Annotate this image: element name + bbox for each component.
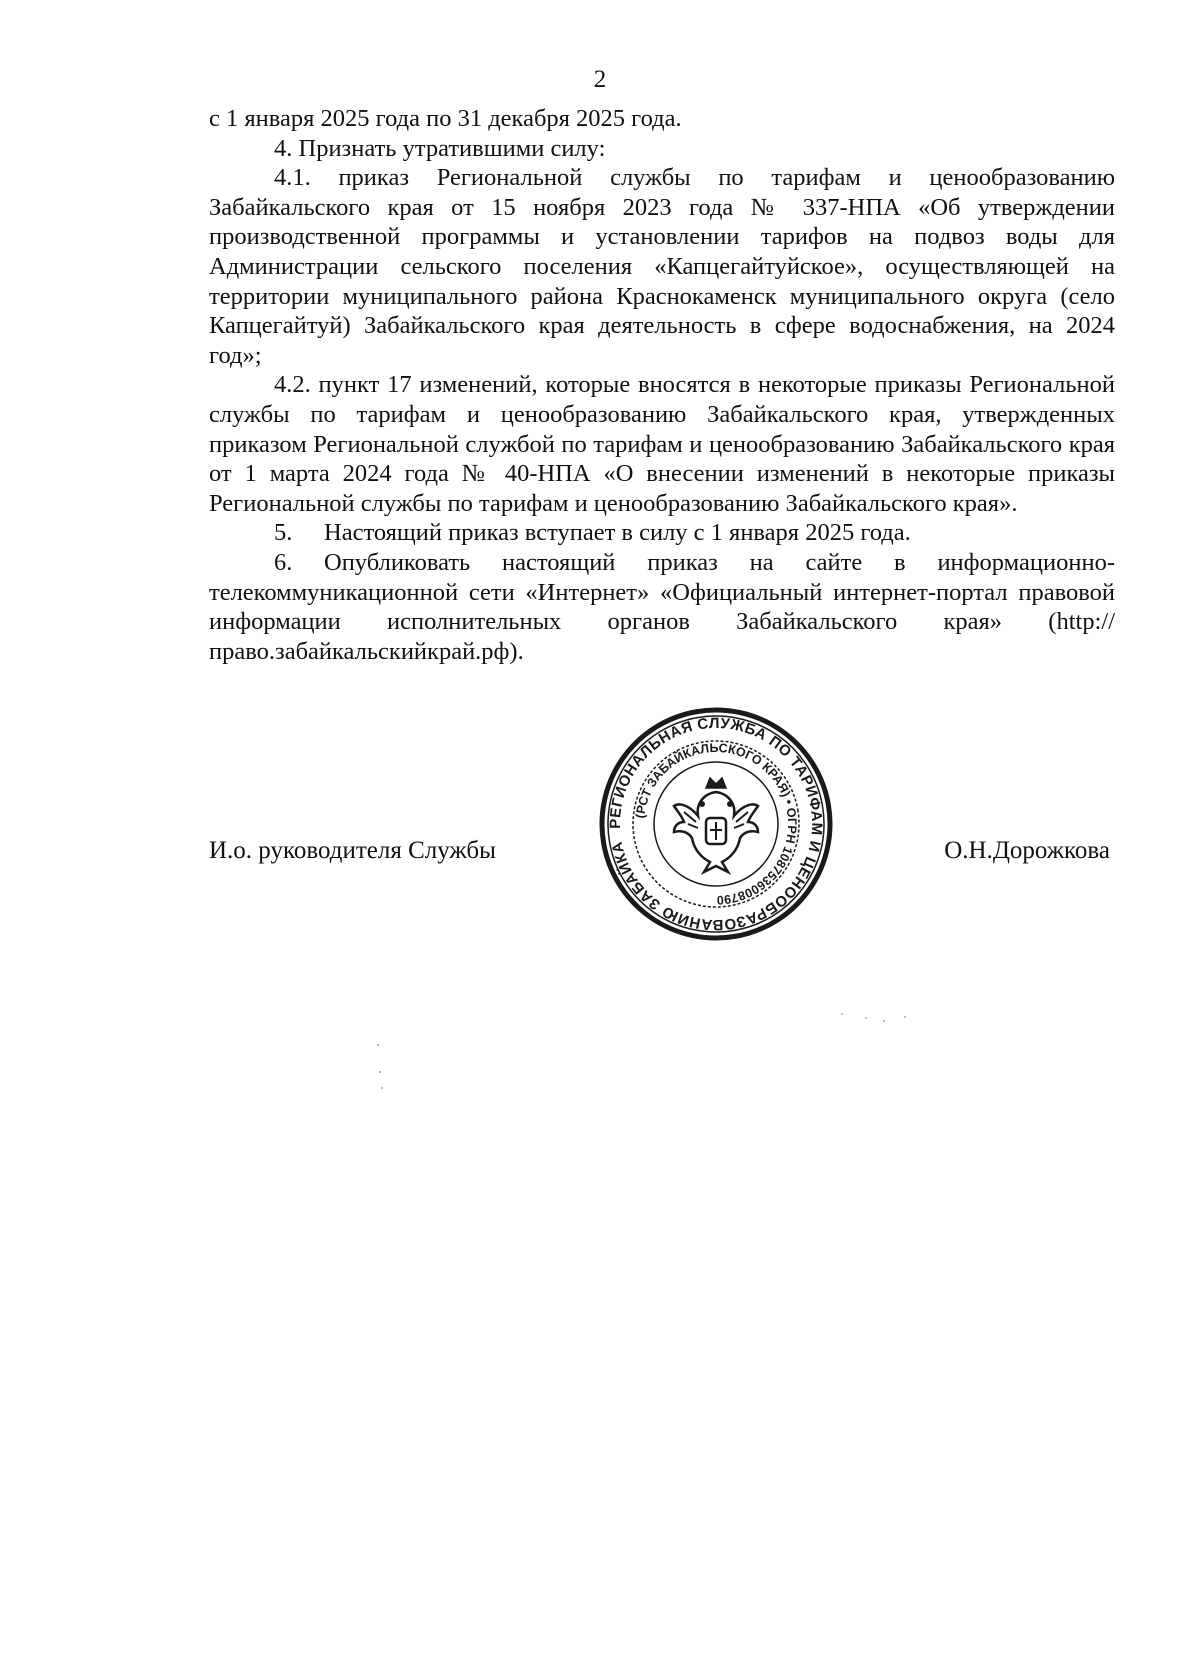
paragraph-item-6 (209, 548, 1115, 666)
item-6-number: 6. (274, 548, 293, 576)
paragraph-item-4-1: 4.1. приказ Региональной службы по тарифам и ценообразованию Забайкальского края от 15 ноября 2023 года № 337-НПА «Об утверждении производственной программы и установлении тарифов на подвоз воды для Администрации сельского поселения «Капцегайтуйское», осуществляющей на территории муниципального района Краснокаменск муниципального округа (село Капцегайтуй) Забайкальского края деятельность в сфере водоснабжения, на 2024 год»; (209, 164, 1115, 369)
paragraph-item-4-2: 4.2. пункт 17 изменений, которые вносятся в некоторые приказы Региональной службы по тарифам и ценообразованию Забайкальского края, утвержденных приказом Региональной службой по тарифам и ценообразованию Забайкальского края от 1 марта 2024 года № 40-НПА «О внесении изменений в некоторые приказы Региональной службы по тарифам и ценообразованию Забайкальского края». (209, 371, 1115, 517)
document-body (209, 104, 1115, 666)
item-5-number: 5. (274, 519, 293, 547)
paragraph-item-5 (209, 518, 1115, 548)
item-6-text: Опубликовать настоящий приказ на сайте в информационно-телекоммуникационной сети «Интернет» «Официальный интернет-портал правовой информации исполнительных органов Забайкальского края» (http://право.забайкальскийкрай.рф). (209, 548, 1115, 665)
paragraph-continuation: с 1 января 2025 года по 31 декабря 2025 года. (209, 105, 682, 132)
page-number: 2 (593, 66, 607, 93)
stamp-inner-text: (РСТ ЗАБАЙКАЛЬСКОГО КРАЯ) • ОГРН 1087536008790 (633, 740, 800, 908)
official-stamp (598, 706, 834, 942)
item-5-text: Настоящий приказ вступает в силу с 1 января 2025 года. (324, 519, 911, 547)
signatory-name: О.Н.Дорожкова (944, 837, 1110, 864)
paragraph-item-4: 4. Признать утратившими силу: (274, 134, 606, 162)
signatory-position: И.о. руководителя Службы (209, 837, 496, 864)
stamp-outer-text: РЕГИОНАЛЬНАЯ СЛУЖБА ПО ТАРИФАМ И ЦЕНООБРАЗОВАНИЮ ЗАБАЙКАЛЬСКОГО (606, 714, 826, 934)
double-headed-eagle-emblem-icon (674, 778, 758, 872)
